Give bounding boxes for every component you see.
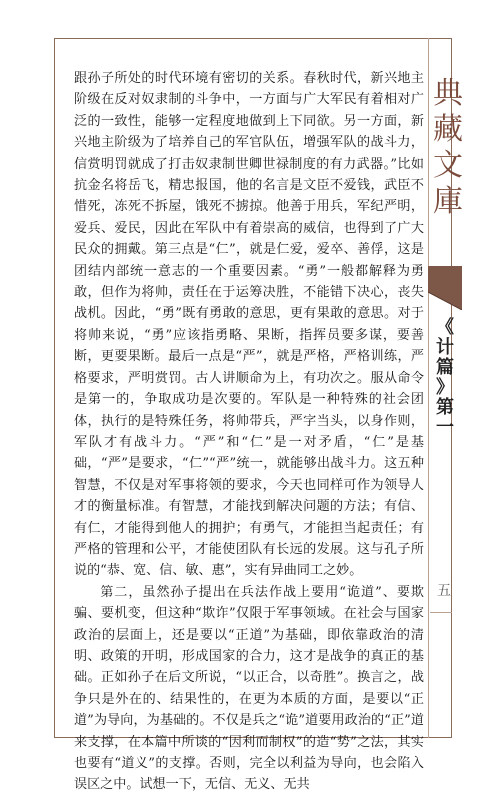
chapter-label-char: 》 (436, 377, 454, 398)
chapter-label-char: 一 (436, 417, 454, 438)
page-number: 五 (437, 583, 451, 599)
paragraph-2: 第二，虽然孙子提出在兵法作战上要用“诡道”、要欺骗、要机变，但这种“欺诈”仅限于军事领域。在社会与国家政治的层面上，还是要以“正道”为基础，即依靠政治的清明、政策的开明，形成国家的合力，这才是战争的真正的基础。正如孙子在后文所说，“以正合，以奇胜”。换言之，战争只是外在的、结果性的，在更为本质的方面，是要以“正道”为导向，为基础的。不仅是兵之“诡”道要用政治的“正”道来支撑，在本篇中所谈的“因利而制权”的造“势”之法，其实也要有“道义”的支撑。否则，完全以利益为导向，也会陷入误区之中。试想一下，无信、无义、无共 (74, 584, 424, 793)
body-text (74, 68, 424, 796)
paragraph-1: 跟孙子所处的时代环境有密切的关系。春秋时代，新兴地主阶级在反对奴隶制的斗争中，一方面与广大军民有着相对广泛的一致性，能够一定程度地做到上下同欲。另一方面，新兴地主阶级为了培养自己的军官队伍，增强军队的战斗力，信赏明罚就成了打击奴隶制世卿世禄制度的有力武器。”比如抗金名将岳飞，精忠报国，他的名言是文臣不爱钱，武臣不惜死，冻死不拆屋，饿死不掳掠。他善于用兵，军纪严明，爱兵、爱民，因此在军队中有着崇高的威信，也得到了广大民众的拥戴。第三点是“仁”，就是仁爱，爱卒、善俘，这是团结内部统一意志的一个重要因素。“勇”一般都解释为勇敢，但作为将帅，责任在于运筹决胜，不能错下决心，丧失战机。因此，“勇”既有勇敢的意思，更有果敢的意思。对于将帅来说，“勇”应该指勇略、果断，指挥员要多谋，要善断，更要果断。最后一点是“严”，就是严格，严格训练，严格要求，严明赏罚。古人讲顺命为上，有功次之。服从命令是第一的，争取成功是次要的。军队是一种特殊的社会团体，执行的是特殊任务，将帅带兵，严字当头，以身作则，军队才有战斗力。“严”和“仁”是一对矛盾，“仁”是基础，“严”是要求，“仁”“严”统一，就能够出战斗力。这五种智慧，不仅是对军事将领的要求，今天也同样可作为领导人才的衡量标准。有智慧，才能找到解决问题的方法；有信、有仁，才能得到他人的拥护；有勇气，才能担当起责任；有严格的管理和公平，才能使团队有长远的发展。这与孔子所说的“恭、宽、信、敏、惠”，实有异曲同工之妙。 (74, 71, 424, 579)
chapter-label-char: 计 (436, 337, 454, 358)
chapter-label-char: 篇 (436, 357, 454, 378)
side-logo (430, 76, 466, 220)
side-logo-char: 庫 (433, 184, 463, 219)
chapter-label-char: 《 (436, 317, 454, 338)
chapter-label (430, 318, 460, 438)
page-number-rule (430, 612, 452, 613)
side-logo-char: 文 (433, 148, 463, 183)
side-logo-char: 藏 (433, 112, 463, 147)
chapter-label-char: 第 (436, 397, 454, 418)
chapter-tab-marker (428, 266, 462, 310)
side-logo-char: 典 (433, 76, 463, 111)
